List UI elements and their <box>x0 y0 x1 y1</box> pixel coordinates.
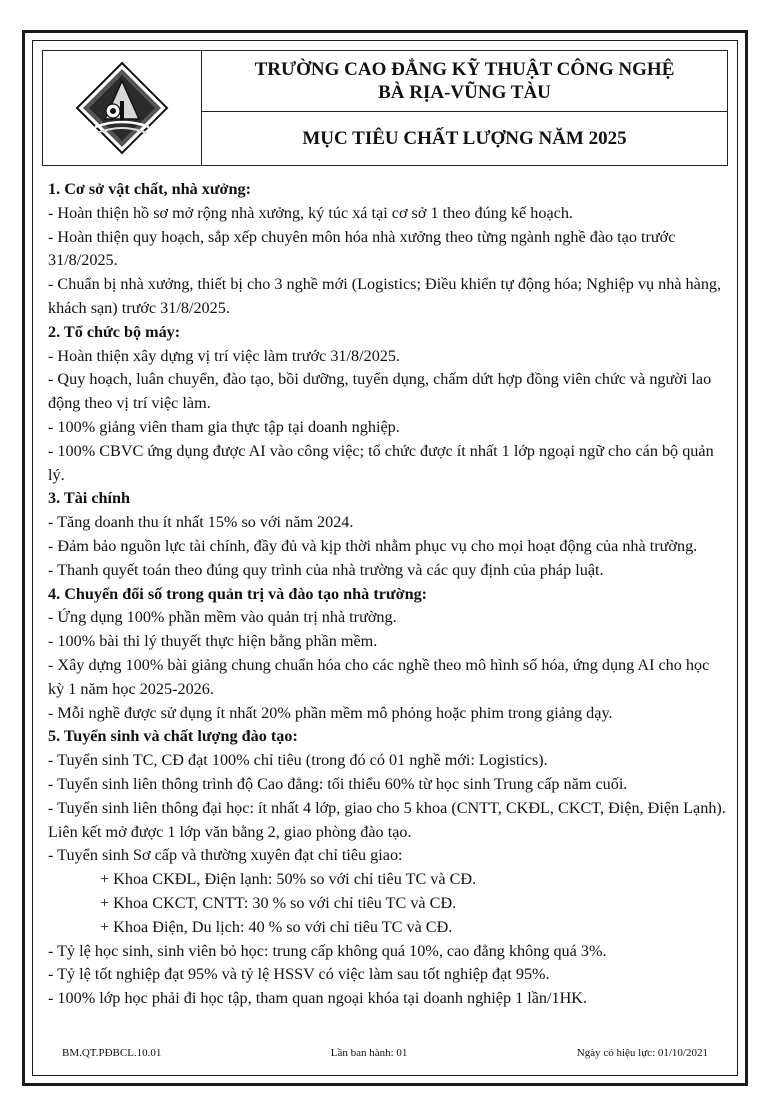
section-4-line: - Mỗi nghề được sử dụng ít nhất 20% phần mềm mô phỏng hoặc phim trong giảng dạy. <box>48 703 613 722</box>
section-5-subline: + Khoa Điện, Du lịch: 40 % so với chỉ tiêu TC và CĐ. <box>100 917 453 936</box>
section-1-heading: 1. Cơ sở vật chất, nhà xưởng: <box>48 180 251 198</box>
school-name-line1: TRƯỜNG CAO ĐẲNG KỸ THUẬT CÔNG NGHỆ <box>254 59 675 80</box>
section-4-line: - Xây dựng 100% bài giảng chung chuẩn hóa cho các nghề theo mô hình số hóa, ứng dụng AI cho học kỳ 1 năm học 2025-2026. <box>48 655 710 698</box>
form-code: BM.QT.PĐBCL.10.01 <box>62 1047 162 1059</box>
section-1-line: - Chuẩn bị nhà xưởng, thiết bị cho 3 nghề mới (Logistics; Điều khiển tự động hóa; Nghiệp vụ nhà hàng, khách sạn) trước 31/8/2025. <box>48 275 722 317</box>
section-3-line: - Thanh quyết toán theo đúng quy trình của nhà trường và các quy định của pháp luật. <box>48 560 604 579</box>
section-5-line: - Tuyển sinh TC, CĐ đạt 100% chỉ tiêu (trong đó có 01 nghề mới: Logistics). <box>48 751 548 770</box>
section-5-line: - Tỷ lệ học sinh, sinh viên bỏ học: trung cấp không quá 10%, cao đẳng không quá 3%. <box>48 941 607 960</box>
issue-number: Lần ban hành: 01 <box>330 1047 408 1059</box>
document-footer <box>62 1047 708 1059</box>
document-title: MỤC TIÊU CHẤT LƯỢNG NĂM 2025 <box>302 127 627 149</box>
section-5-line: - 100% lớp học phải đi học tập, tham quan ngoại khóa tại doanh nghiệp 1 lần/1HK. <box>48 989 588 1008</box>
section-4-heading: 4. Chuyển đổi số trong quản trị và đào tạo nhà trường: <box>48 584 428 603</box>
section-2-line: - 100% giảng viên tham gia thực tập tại doanh nghiệp. <box>48 417 400 436</box>
document-header <box>42 50 728 166</box>
section-3-line: - Đảm bảo nguồn lực tài chính, đầy đủ và kịp thời nhằm phục vụ cho mọi hoạt động của nhà trường. <box>48 536 698 555</box>
school-logo <box>43 51 202 165</box>
school-name-line2: BÀ RỊA-VŨNG TÀU <box>378 82 551 103</box>
section-5-line: - Tuyển sinh liên thông trình độ Cao đẳng: tối thiểu 60% từ học sinh Trung cấp năm cuối. <box>48 774 628 793</box>
section-2-line: - Quy hoạch, luân chuyển, đào tạo, bồi dưỡng, tuyển dụng, chấm dứt hợp đồng viên chức và người lao động theo vị trí việc làm. <box>48 370 712 413</box>
section-2-heading: 2. Tổ chức bộ máy: <box>48 322 181 341</box>
school-emblem-icon <box>75 61 169 155</box>
section-3-line: - Tăng doanh thu ít nhất 15% so với năm 2024. <box>48 513 354 532</box>
section-1-line: - Hoàn thiện hồ sơ mở rộng nhà xưởng, ký túc xá tại cơ sở 1 theo đúng kế hoạch. <box>48 203 573 222</box>
section-5-heading: 5. Tuyển sinh và chất lượng đào tạo: <box>48 727 298 746</box>
section-4-line: - 100% bài thi lý thuyết thực hiện bằng phần mềm. <box>48 632 378 651</box>
section-5-line: - Tỷ lệ tốt nghiệp đạt 95% và tỷ lệ HSSV có việc làm sau tốt nghiệp đạt 95%. <box>48 965 550 984</box>
section-5-line: - Tuyển sinh Sơ cấp và thường xuyên đạt chỉ tiêu giao: <box>48 846 403 865</box>
section-5-subline: + Khoa CKCT, CNTT: 30 % so với chỉ tiêu TC và CĐ. <box>100 893 457 912</box>
section-5-subline: + Khoa CKĐL, Điện lạnh: 50% so với chỉ tiêu TC và CĐ. <box>100 870 477 889</box>
section-2-line: - Hoàn thiện xây dựng vị trí việc làm trước 31/8/2025. <box>48 346 401 365</box>
effective-date: Ngày có hiệu lực: 01/10/2021 <box>576 1047 708 1059</box>
section-4-line: - Ứng dụng 100% phần mềm vào quản trị nhà trường. <box>48 608 397 627</box>
section-1-line: - Hoàn thiện quy hoạch, sắp xếp chuyên môn hóa nhà xưởng theo từng ngành nghề đào tạo trước 31/8/2025. <box>48 227 676 270</box>
section-2-line: - 100% CBVC ứng dụng được AI vào công việc; tổ chức được ít nhất 1 lớp ngoại ngữ cho cán bộ quản lý. <box>48 441 714 484</box>
document-body <box>48 178 728 1011</box>
section-5-line: - Tuyển sinh liên thông đại học: ít nhất 4 lớp, giao cho 5 khoa (CNTT, CKĐL, CKCT, Điện, Điện Lạnh). Liên kết mở được 1 lớp văn bằng 2, giao phòng đào tạo. <box>48 798 726 841</box>
section-3-heading: 3. Tài chính <box>48 489 131 508</box>
